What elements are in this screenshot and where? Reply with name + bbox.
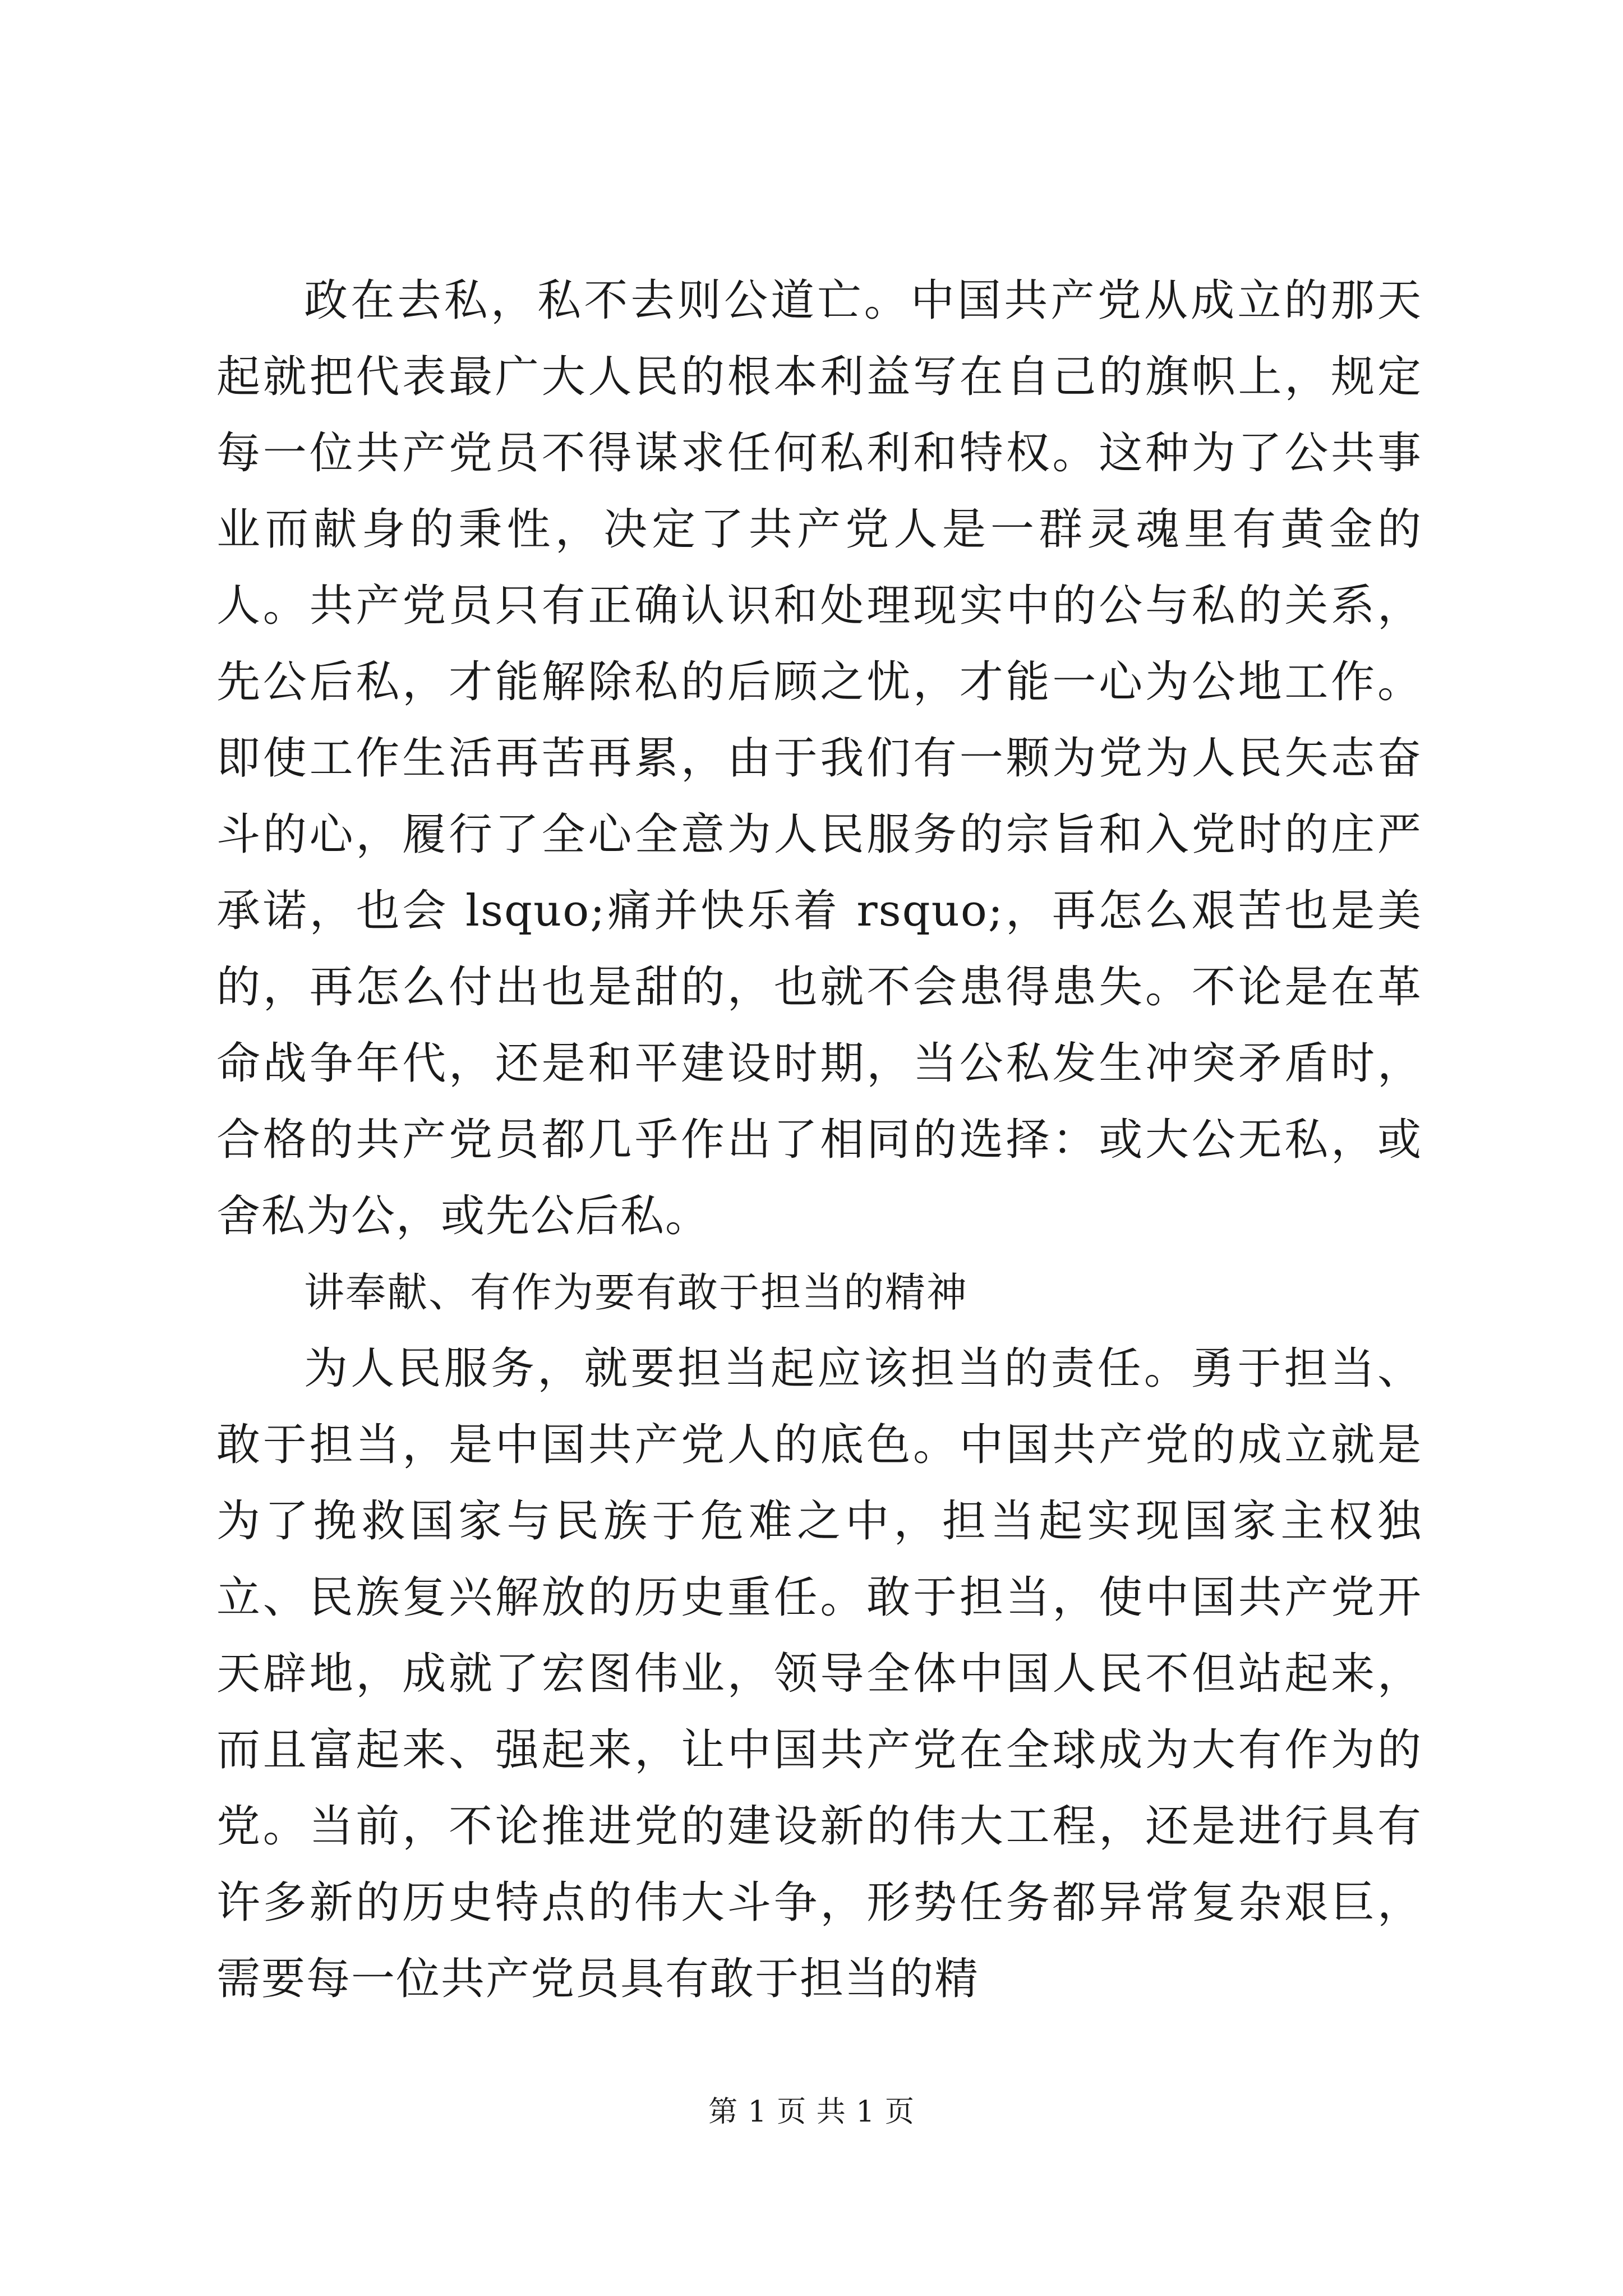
body-paragraph: 为人民服务，就要担当起应该担当的责任。勇于担当、敢于担当，是中国共产党人的底色。中国共产党的成立就是为了挽救国家与民族于危难之中，担当起实现国家主权独立、民族复兴解放的历史重任。敢于担当，使中国共产党开天辟地，成就了宏图伟业，领导全体中国人民不但站起来，而且富起来、强起来，让中国共产党在全球成为大有作为的党。当前，不论推进党的建设新的伟大工程，还是进行具有许多新的历史特点的伟大斗争，形势任务都异常复杂艰巨，需要每一位共产党员具有敢于担当的精 — [216, 1343, 1422, 2004]
page-footer: 第 1 页 共 1 页 — [708, 2095, 915, 2129]
document-body — [216, 263, 1422, 2017]
body-paragraph: 政在去私，私不去则公道亡。中国共产党从成立的那天起就把代表最广大人民的根本利益写在自己的旗帜上，规定每一位共产党员不得谋求任何私利和特权。这种为了公共事业而献身的秉性，决定了共产党人是一群灵魂里有黄金的人。共产党员只有正确认识和处理现实中的公与私的关系，先公后私，才能解除私的后顾之忧，才能一心为公地工作。即使工作生活再苦再累，由于我们有一颗为党为人民矢志奋斗的心，履行了全心全意为人民服务的宗旨和入党时的庄严承诺，也会 lsquo;痛并快乐着 rsquo;，再怎么艰苦也是美的，再怎么付出也是甜的，也就不会患得患失。不论是在革命战争年代，还是和平建设时期，当公私发生冲突矛盾时，合格的共产党员都几乎作出了相同的选择：或大公无私，或舍私为公，或先公后私。 — [216, 275, 1422, 1241]
section-heading: 讲奉献、有作为要有敢于担当的精神 — [304, 1269, 969, 1316]
